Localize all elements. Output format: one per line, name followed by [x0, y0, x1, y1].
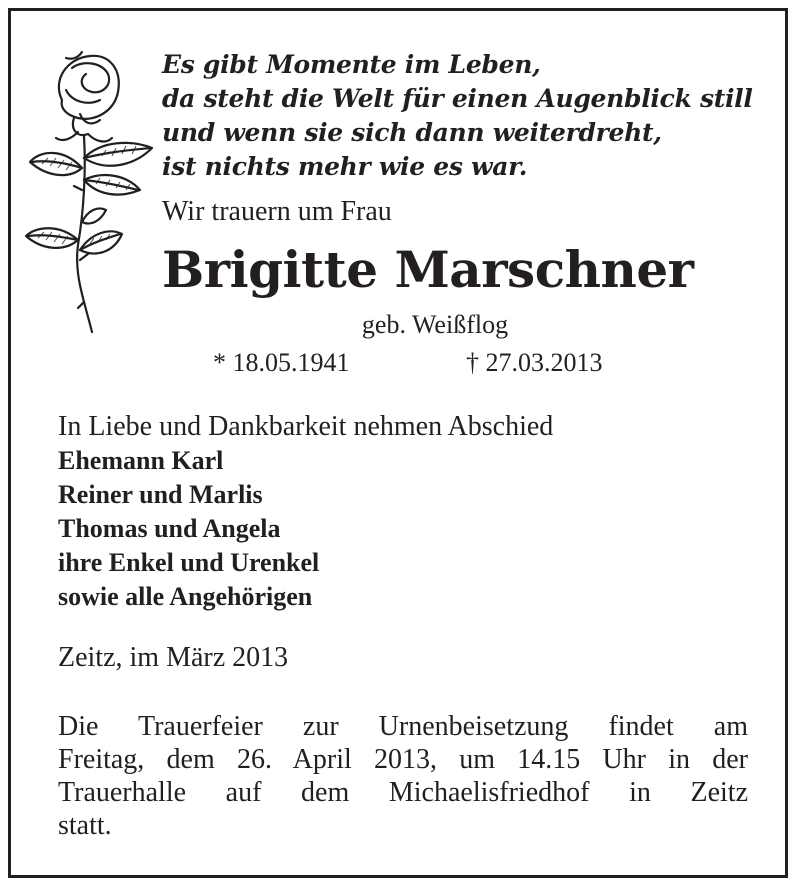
mourner-name: ihre Enkel und Urenkel	[58, 548, 320, 577]
mourner-name: Ehemann Karl	[58, 446, 224, 475]
funeral-notice-line: Freitag, dem 26. April 2013, um 14.15 Uhr in der	[58, 744, 748, 775]
poem-line: und wenn sie sich dann weiterdreht,	[162, 118, 662, 147]
poem-line: ist nichts mehr wie es war.	[162, 152, 528, 181]
funeral-notice-line: statt.	[58, 810, 112, 841]
maiden-name: geb. Weißflog	[361, 310, 509, 339]
birth-date: * 18.05.1941	[213, 348, 350, 377]
poem	[162, 48, 762, 184]
mourning-intro: Wir trauern um Frau	[162, 196, 392, 227]
poem-line: Es gibt Momente im Leben,	[162, 50, 541, 79]
place-date: Zeitz, im März 2013	[58, 642, 289, 673]
funeral-notice-line: Die Trauerfeier zur Urnenbeisetzung findet am	[58, 711, 748, 742]
deceased-name: Brigitte Marschner	[162, 240, 694, 299]
poem-line: da steht die Welt für einen Augenblick still	[162, 84, 753, 113]
mourner-name: sowie alle Angehörigen	[58, 582, 313, 611]
mourner-name: Thomas und Angela	[58, 514, 281, 543]
death-date: † 27.03.2013	[466, 348, 603, 377]
rose-icon	[22, 40, 162, 340]
mourner-name: Reiner und Marlis	[58, 480, 263, 509]
funeral-notice-line: Trauerhalle auf dem Michaelisfriedhof in Zeitz	[58, 777, 748, 808]
mourners-intro: In Liebe und Dankbarkeit nehmen Abschied	[58, 411, 554, 442]
mourners-block	[58, 410, 748, 614]
funeral-notice	[58, 710, 748, 842]
